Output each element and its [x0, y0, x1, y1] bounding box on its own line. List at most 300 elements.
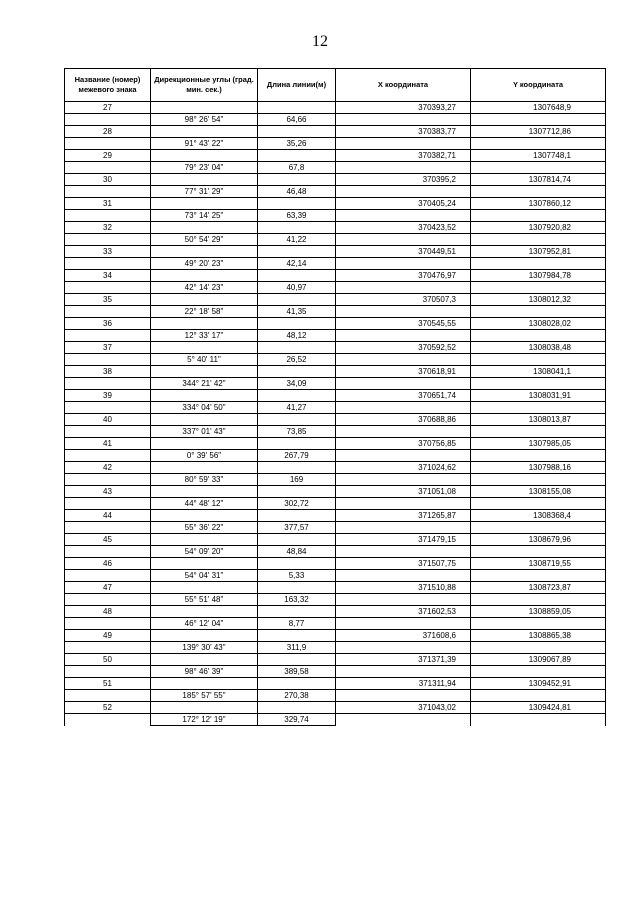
direction-angle: 344° 21' 42"	[151, 378, 258, 390]
x-coordinate: 370688,86	[336, 414, 471, 426]
segment-row	[65, 330, 606, 342]
y-coordinate: 1307814,74	[471, 174, 606, 186]
empty-cell	[471, 186, 606, 198]
empty-cell	[151, 294, 258, 306]
line-length: 41,22	[258, 234, 336, 246]
empty-cell	[65, 450, 151, 462]
point-name: 46	[65, 558, 151, 570]
empty-cell	[336, 306, 471, 318]
empty-cell	[336, 570, 471, 582]
empty-cell	[471, 594, 606, 606]
segment-row	[65, 714, 606, 726]
x-coordinate: 370449,51	[336, 246, 471, 258]
empty-cell	[471, 306, 606, 318]
empty-cell	[151, 366, 258, 378]
empty-cell	[258, 606, 336, 618]
empty-cell	[336, 498, 471, 510]
empty-cell	[471, 114, 606, 126]
empty-cell	[258, 150, 336, 162]
empty-cell	[258, 174, 336, 186]
empty-cell	[471, 402, 606, 414]
x-coordinate: 371608,6	[336, 630, 471, 642]
point-row	[65, 438, 606, 450]
empty-cell	[65, 474, 151, 486]
y-coordinate: 1307985,05	[471, 438, 606, 450]
direction-angle: 54° 04' 31"	[151, 570, 258, 582]
segment-row	[65, 306, 606, 318]
empty-cell	[336, 330, 471, 342]
direction-angle: 50° 54' 29"	[151, 234, 258, 246]
empty-cell	[471, 546, 606, 558]
y-coordinate: 1307648,9	[471, 102, 606, 114]
line-length: 64,66	[258, 114, 336, 126]
line-length: 42,14	[258, 258, 336, 270]
line-length: 8,77	[258, 618, 336, 630]
direction-angle: 5° 40' 11"	[151, 354, 258, 366]
empty-cell	[336, 426, 471, 438]
direction-angle: 80° 59' 33"	[151, 474, 258, 486]
empty-cell	[258, 102, 336, 114]
x-coordinate: 371510,88	[336, 582, 471, 594]
y-coordinate: 1308368,4	[471, 510, 606, 522]
segment-row	[65, 642, 606, 654]
point-name: 30	[65, 174, 151, 186]
empty-cell	[258, 558, 336, 570]
empty-cell	[336, 714, 471, 726]
y-coordinate: 1308865,38	[471, 630, 606, 642]
y-coordinate: 1308031,91	[471, 390, 606, 402]
segment-row	[65, 162, 606, 174]
empty-cell	[258, 534, 336, 546]
point-row	[65, 222, 606, 234]
direction-angle: 79° 23' 04"	[151, 162, 258, 174]
empty-cell	[65, 330, 151, 342]
empty-cell	[65, 138, 151, 150]
y-coordinate: 1307952,81	[471, 246, 606, 258]
segment-row	[65, 546, 606, 558]
empty-cell	[258, 630, 336, 642]
point-name: 48	[65, 606, 151, 618]
point-row	[65, 318, 606, 330]
empty-cell	[471, 378, 606, 390]
x-coordinate: 371051,08	[336, 486, 471, 498]
direction-angle: 172° 12' 19"	[151, 714, 258, 726]
x-coordinate: 371265,87	[336, 510, 471, 522]
empty-cell	[151, 126, 258, 138]
boundary-coordinates-table	[64, 68, 606, 726]
y-coordinate: 1309067,89	[471, 654, 606, 666]
empty-cell	[471, 354, 606, 366]
empty-cell	[258, 486, 336, 498]
empty-cell	[336, 210, 471, 222]
point-row	[65, 606, 606, 618]
empty-cell	[336, 282, 471, 294]
point-name: 40	[65, 414, 151, 426]
segment-row	[65, 450, 606, 462]
x-coordinate: 371507,75	[336, 558, 471, 570]
empty-cell	[471, 642, 606, 654]
x-coordinate: 370382,71	[336, 150, 471, 162]
empty-cell	[151, 486, 258, 498]
table-body	[65, 102, 606, 726]
direction-angle: 0° 39' 56"	[151, 450, 258, 462]
empty-cell	[258, 222, 336, 234]
point-name: 28	[65, 126, 151, 138]
line-length: 163,32	[258, 594, 336, 606]
y-coordinate: 1308723,87	[471, 582, 606, 594]
page-number: 12	[312, 33, 328, 50]
point-name: 47	[65, 582, 151, 594]
empty-cell	[151, 150, 258, 162]
point-row	[65, 702, 606, 714]
segment-row	[65, 402, 606, 414]
empty-cell	[336, 162, 471, 174]
point-row	[65, 294, 606, 306]
empty-cell	[336, 114, 471, 126]
empty-cell	[471, 138, 606, 150]
point-row	[65, 150, 606, 162]
segment-row	[65, 114, 606, 126]
empty-cell	[258, 126, 336, 138]
segment-row	[65, 282, 606, 294]
empty-cell	[336, 690, 471, 702]
empty-cell	[336, 378, 471, 390]
empty-cell	[151, 654, 258, 666]
empty-cell	[471, 210, 606, 222]
empty-cell	[336, 354, 471, 366]
y-coordinate: 1308679,96	[471, 534, 606, 546]
header-y-coordinate: Y координата	[471, 69, 606, 102]
empty-cell	[471, 474, 606, 486]
point-name: 41	[65, 438, 151, 450]
empty-cell	[258, 390, 336, 402]
point-name: 38	[65, 366, 151, 378]
empty-cell	[65, 402, 151, 414]
direction-angle: 55° 51' 48"	[151, 594, 258, 606]
point-name: 34	[65, 270, 151, 282]
point-row	[65, 126, 606, 138]
segment-row	[65, 474, 606, 486]
empty-cell	[471, 282, 606, 294]
direction-angle: 44° 48' 12"	[151, 498, 258, 510]
empty-cell	[336, 474, 471, 486]
empty-cell	[258, 270, 336, 282]
empty-cell	[336, 258, 471, 270]
direction-angle: 12° 33' 17"	[151, 330, 258, 342]
empty-cell	[471, 690, 606, 702]
point-name: 50	[65, 654, 151, 666]
x-coordinate: 371043,02	[336, 702, 471, 714]
empty-cell	[151, 438, 258, 450]
empty-cell	[471, 618, 606, 630]
y-coordinate: 1307748,1	[471, 150, 606, 162]
empty-cell	[151, 198, 258, 210]
line-length: 389,58	[258, 666, 336, 678]
direction-angle: 73° 14' 25"	[151, 210, 258, 222]
direction-angle: 185° 57' 55"	[151, 690, 258, 702]
point-name: 43	[65, 486, 151, 498]
empty-cell	[258, 342, 336, 354]
empty-cell	[471, 330, 606, 342]
x-coordinate: 370405,24	[336, 198, 471, 210]
point-row	[65, 534, 606, 546]
x-coordinate: 370507,3	[336, 294, 471, 306]
point-name: 32	[65, 222, 151, 234]
empty-cell	[65, 114, 151, 126]
empty-cell	[151, 390, 258, 402]
point-row	[65, 462, 606, 474]
empty-cell	[151, 246, 258, 258]
empty-cell	[258, 414, 336, 426]
point-row	[65, 558, 606, 570]
x-coordinate: 370423,52	[336, 222, 471, 234]
header-point-name: Название (номер) межевого знака	[65, 69, 151, 102]
y-coordinate: 1308719,55	[471, 558, 606, 570]
point-name: 39	[65, 390, 151, 402]
empty-cell	[258, 246, 336, 258]
direction-angle: 98° 26' 54"	[151, 114, 258, 126]
x-coordinate: 370651,74	[336, 390, 471, 402]
direction-angle: 337° 01' 43"	[151, 426, 258, 438]
empty-cell	[471, 522, 606, 534]
empty-cell	[65, 618, 151, 630]
header-direction-angle: Дирекционные углы (град. мин. сек.)	[151, 69, 258, 102]
point-row	[65, 510, 606, 522]
x-coordinate: 370545,55	[336, 318, 471, 330]
point-row	[65, 678, 606, 690]
point-name: 51	[65, 678, 151, 690]
empty-cell	[336, 618, 471, 630]
y-coordinate: 1307984,78	[471, 270, 606, 282]
segment-row	[65, 570, 606, 582]
empty-cell	[471, 570, 606, 582]
line-length: 311,9	[258, 642, 336, 654]
empty-cell	[258, 510, 336, 522]
line-length: 5,33	[258, 570, 336, 582]
point-name: 52	[65, 702, 151, 714]
segment-row	[65, 594, 606, 606]
line-length: 267,79	[258, 450, 336, 462]
y-coordinate: 1309452,91	[471, 678, 606, 690]
line-length: 377,57	[258, 522, 336, 534]
direction-angle: 42° 14' 23"	[151, 282, 258, 294]
empty-cell	[151, 582, 258, 594]
direction-angle: 139° 30' 43"	[151, 642, 258, 654]
x-coordinate: 371371,39	[336, 654, 471, 666]
empty-cell	[336, 666, 471, 678]
line-length: 67,8	[258, 162, 336, 174]
segment-row	[65, 138, 606, 150]
line-length: 35,26	[258, 138, 336, 150]
empty-cell	[65, 714, 151, 726]
point-row	[65, 174, 606, 186]
x-coordinate: 370476,97	[336, 270, 471, 282]
empty-cell	[258, 462, 336, 474]
header-line-length: Длина линии(м)	[258, 69, 336, 102]
empty-cell	[258, 438, 336, 450]
x-coordinate: 370393,27	[336, 102, 471, 114]
y-coordinate: 1308155,08	[471, 486, 606, 498]
empty-cell	[471, 666, 606, 678]
segment-row	[65, 426, 606, 438]
header-x-coordinate: X координата	[336, 69, 471, 102]
point-row	[65, 198, 606, 210]
point-row	[65, 342, 606, 354]
y-coordinate: 1308028,02	[471, 318, 606, 330]
point-name: 35	[65, 294, 151, 306]
empty-cell	[65, 186, 151, 198]
direction-angle: 91° 43' 22"	[151, 138, 258, 150]
direction-angle: 54° 09' 20"	[151, 546, 258, 558]
empty-cell	[151, 318, 258, 330]
point-name: 44	[65, 510, 151, 522]
empty-cell	[336, 594, 471, 606]
empty-cell	[65, 234, 151, 246]
table-header-row	[65, 69, 606, 102]
empty-cell	[471, 162, 606, 174]
empty-cell	[258, 366, 336, 378]
segment-row	[65, 666, 606, 678]
y-coordinate: 1309424,81	[471, 702, 606, 714]
line-length: 169	[258, 474, 336, 486]
point-row	[65, 486, 606, 498]
empty-cell	[471, 234, 606, 246]
line-length: 48,84	[258, 546, 336, 558]
empty-cell	[65, 594, 151, 606]
x-coordinate: 370618,91	[336, 366, 471, 378]
empty-cell	[336, 186, 471, 198]
empty-cell	[258, 582, 336, 594]
y-coordinate: 1307988,16	[471, 462, 606, 474]
point-row	[65, 654, 606, 666]
empty-cell	[336, 234, 471, 246]
y-coordinate: 1308859,05	[471, 606, 606, 618]
empty-cell	[336, 546, 471, 558]
empty-cell	[336, 642, 471, 654]
point-name: 36	[65, 318, 151, 330]
point-row	[65, 270, 606, 282]
empty-cell	[65, 210, 151, 222]
empty-cell	[471, 498, 606, 510]
empty-cell	[65, 306, 151, 318]
empty-cell	[65, 522, 151, 534]
empty-cell	[151, 462, 258, 474]
segment-row	[65, 186, 606, 198]
y-coordinate: 1308038,48	[471, 342, 606, 354]
line-length: 41,35	[258, 306, 336, 318]
empty-cell	[65, 426, 151, 438]
empty-cell	[258, 702, 336, 714]
direction-angle: 334° 04' 50"	[151, 402, 258, 414]
point-row	[65, 102, 606, 114]
line-length: 48,12	[258, 330, 336, 342]
x-coordinate: 371311,94	[336, 678, 471, 690]
empty-cell	[151, 102, 258, 114]
y-coordinate: 1307920,82	[471, 222, 606, 234]
segment-row	[65, 258, 606, 270]
empty-cell	[65, 642, 151, 654]
x-coordinate: 370395,2	[336, 174, 471, 186]
x-coordinate: 370756,85	[336, 438, 471, 450]
direction-angle: 98° 46' 39"	[151, 666, 258, 678]
empty-cell	[65, 690, 151, 702]
empty-cell	[65, 546, 151, 558]
empty-cell	[151, 174, 258, 186]
point-row	[65, 414, 606, 426]
point-name: 31	[65, 198, 151, 210]
point-name: 37	[65, 342, 151, 354]
line-length: 73,85	[258, 426, 336, 438]
empty-cell	[65, 570, 151, 582]
empty-cell	[151, 342, 258, 354]
point-row	[65, 390, 606, 402]
y-coordinate: 1308012,32	[471, 294, 606, 306]
segment-row	[65, 354, 606, 366]
direction-angle: 49° 20' 23"	[151, 258, 258, 270]
x-coordinate: 371024,62	[336, 462, 471, 474]
point-name: 42	[65, 462, 151, 474]
empty-cell	[65, 354, 151, 366]
point-name: 27	[65, 102, 151, 114]
direction-angle: 55° 36' 22"	[151, 522, 258, 534]
empty-cell	[471, 450, 606, 462]
empty-cell	[471, 714, 606, 726]
empty-cell	[336, 522, 471, 534]
point-name: 29	[65, 150, 151, 162]
segment-row	[65, 690, 606, 702]
empty-cell	[65, 258, 151, 270]
segment-row	[65, 378, 606, 390]
point-name: 45	[65, 534, 151, 546]
line-length: 34,09	[258, 378, 336, 390]
point-row	[65, 630, 606, 642]
empty-cell	[151, 606, 258, 618]
empty-cell	[471, 258, 606, 270]
empty-cell	[336, 138, 471, 150]
line-length: 302,72	[258, 498, 336, 510]
line-length: 63,39	[258, 210, 336, 222]
empty-cell	[258, 294, 336, 306]
y-coordinate: 1307712,86	[471, 126, 606, 138]
line-length: 270,38	[258, 690, 336, 702]
empty-cell	[471, 426, 606, 438]
x-coordinate: 371479,15	[336, 534, 471, 546]
empty-cell	[65, 378, 151, 390]
segment-row	[65, 618, 606, 630]
empty-cell	[65, 162, 151, 174]
empty-cell	[151, 270, 258, 282]
x-coordinate: 370383,77	[336, 126, 471, 138]
empty-cell	[65, 282, 151, 294]
empty-cell	[151, 534, 258, 546]
segment-row	[65, 498, 606, 510]
y-coordinate: 1308013,87	[471, 414, 606, 426]
x-coordinate: 370592,52	[336, 342, 471, 354]
direction-angle: 22° 18' 58"	[151, 306, 258, 318]
direction-angle: 46° 12' 04"	[151, 618, 258, 630]
y-coordinate: 1307860,12	[471, 198, 606, 210]
segment-row	[65, 234, 606, 246]
empty-cell	[258, 198, 336, 210]
x-coordinate: 371602,53	[336, 606, 471, 618]
point-row	[65, 582, 606, 594]
y-coordinate: 1308041,1	[471, 366, 606, 378]
segment-row	[65, 522, 606, 534]
point-name: 49	[65, 630, 151, 642]
empty-cell	[336, 450, 471, 462]
point-name: 33	[65, 246, 151, 258]
empty-cell	[151, 222, 258, 234]
